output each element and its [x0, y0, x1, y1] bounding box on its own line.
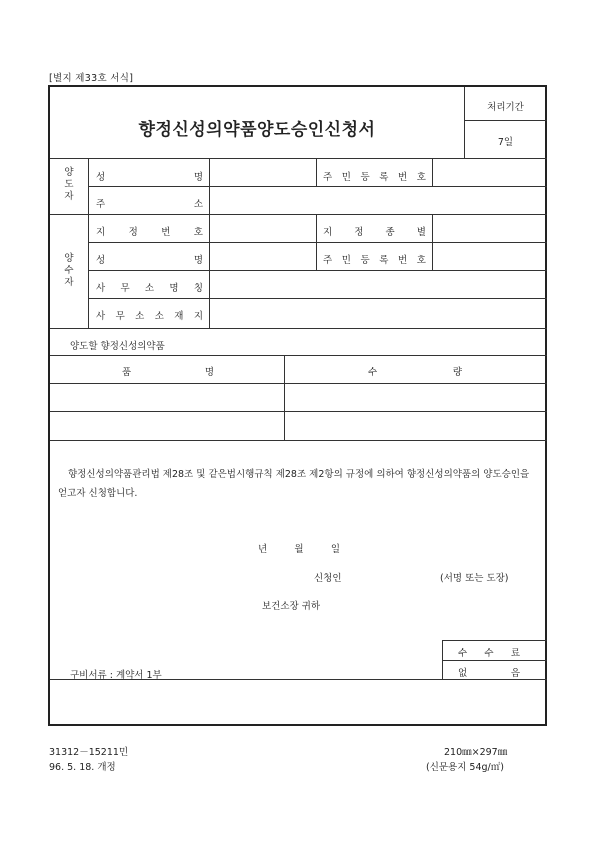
- transferor-reg-label: 주 민 등 록 번 호: [323, 172, 426, 183]
- signature-label: (서명 또는 도장): [440, 573, 509, 584]
- form-number-label: [별지 제33호 서식]: [49, 73, 134, 84]
- paper-size: 210㎜×297㎜: [444, 747, 508, 758]
- recipient-label: 보건소장 귀하: [262, 601, 321, 612]
- application-form: [48, 85, 547, 726]
- office-name-label: 사 무 소 명 칭: [96, 283, 203, 294]
- product-name-header: 품 명: [122, 367, 214, 378]
- transferee-label: 양 수 자: [64, 253, 74, 288]
- transferee-name-label: 성 명: [96, 255, 203, 266]
- designation-number-label: 지 정 번 호: [96, 227, 203, 238]
- required-documents: 구비서류 : 계약서 1부: [70, 670, 162, 681]
- form-code: 31312－15211민: [49, 747, 129, 758]
- transferor-label: 양 도 자: [64, 167, 74, 202]
- revision-date: 96. 5. 18. 개정: [49, 762, 116, 773]
- fee-value: 없 음: [458, 668, 520, 679]
- application-statement: 향정신성의약품관리법 제28조 및 같은법시행규칙 제28조 제2항의 규정에 의하여 향정신성의약품의 양도승인을 얻고자 신청합니다.: [58, 469, 530, 499]
- transferor-address-label: 주 소: [96, 199, 203, 210]
- transferee-reg-label: 주 민 등 록 번 호: [323, 255, 426, 266]
- fee-label: 수 수 료: [458, 648, 520, 659]
- goods-section-title: 양도할 향정신성의약품: [70, 341, 165, 352]
- transferor-name-label: 성 명: [96, 172, 203, 183]
- designation-type-label: 지 정 종 별: [323, 227, 426, 238]
- paper-type: (신문용지 54g/㎡): [426, 762, 504, 773]
- applicant-label: 신청인: [314, 573, 342, 584]
- processing-period-value: 7일: [497, 137, 514, 148]
- application-date: 년 월 일: [258, 544, 340, 555]
- quantity-header: 수 량: [368, 367, 462, 378]
- form-title: 향정신성의약품양도승인신청서: [138, 120, 376, 140]
- processing-period-label: 처리기간: [487, 102, 524, 113]
- office-address-label: 사 무 소 소 재 지: [96, 311, 203, 322]
